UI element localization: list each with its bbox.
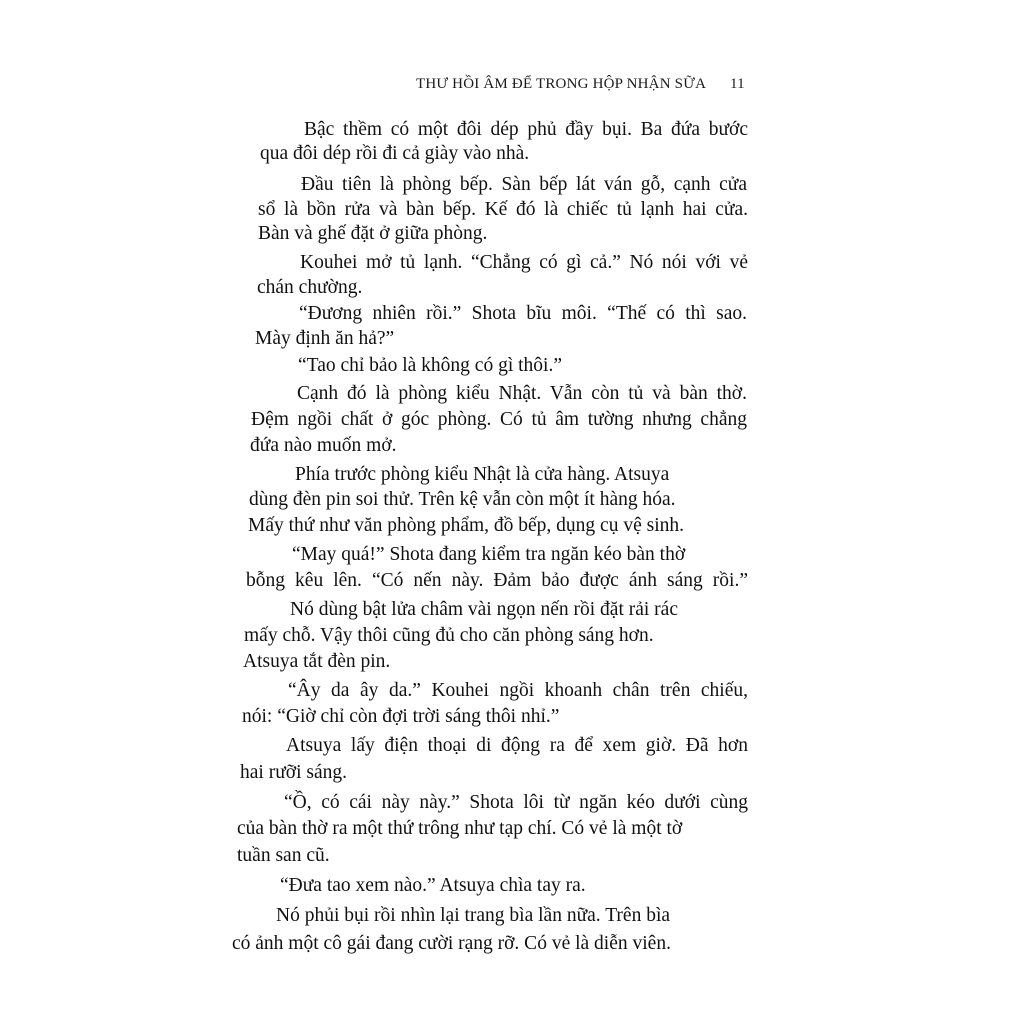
text-line: bỗng kêu lên. “Có nến này. Đảm bảo được ánh sáng rồi.” <box>246 570 748 591</box>
text-line: chán chường. <box>257 277 363 298</box>
text-line: qua đôi dép rồi đi cả giày vào nhà. <box>260 143 530 164</box>
text-line: “Ồ, có cái này này.” Shota lôi từ ngăn kéo dưới cùng <box>284 792 748 813</box>
text-line: Kouhei mở tủ lạnh. “Chẳng có gì cả.” Nó nói với vẻ <box>300 252 748 273</box>
text-line: Atsuya lấy điện thoại di động ra để xem giờ. Đã hơn <box>286 735 748 756</box>
text-line: Mày định ăn hả?” <box>255 328 395 349</box>
text-line: “Tao chỉ bảo là không có gì thôi.” <box>298 355 562 376</box>
text-line: “Đương nhiên rồi.” Shota bĩu môi. “Thế có thì sao. <box>299 303 747 324</box>
page-number: 11 <box>730 76 745 92</box>
text-line: sổ là bồn rửa và bàn bếp. Kế đó là chiếc tủ lạnh hai cửa. <box>258 199 748 220</box>
text-line: Nó dùng bật lửa châm vài ngọn nến rồi đặt rải rác <box>290 599 678 620</box>
text-line: Phía trước phòng kiểu Nhật là cửa hàng. Atsuya <box>295 464 670 485</box>
text-line: “May quá!” Shota đang kiểm tra ngăn kéo bàn thờ <box>292 544 686 565</box>
text-line: Đệm ngồi chất ở góc phòng. Có tủ âm tường nhưng chẳng <box>251 409 747 430</box>
text-line: có ảnh một cô gái đang cười rạng rỡ. Có vẻ là diễn viên. <box>232 933 671 954</box>
text-line: Bàn và ghế đặt ở giữa phòng. <box>258 223 488 244</box>
text-line: “Ây da ây da.” Kouhei ngồi khoanh chân trên chiếu, <box>288 680 748 701</box>
text-line: Cạnh đó là phòng kiểu Nhật. Vẫn còn tủ và bàn thờ. <box>297 383 747 404</box>
text-line: nói: “Giờ chỉ còn đợi trời sáng thôi nhỉ.” <box>242 706 560 727</box>
text-line: hai rưỡi sáng. <box>240 762 347 783</box>
text-line: Nó phủi bụi rồi nhìn lại trang bìa lần nữa. Trên bìa <box>276 905 671 926</box>
text-line: Đầu tiên là phòng bếp. Sàn bếp lát ván gỗ, cạnh cửa <box>301 174 747 195</box>
text-line: Bậc thềm có một đôi dép phủ đầy bụi. Ba đứa bước <box>304 119 748 140</box>
text-line: “Đưa tao xem nào.” Atsuya chìa tay ra. <box>280 875 586 896</box>
text-line: mấy chỗ. Vậy thôi cũng đủ cho căn phòng sáng hơn. <box>244 625 654 646</box>
text-line: Atsuya tắt đèn pin. <box>243 651 391 672</box>
running-head-title: THƯ HỒI ÂM ĐỂ TRONG HỘP NHẬN SỮA <box>416 76 707 92</box>
text-line: Mấy thứ như văn phòng phẩm, đồ bếp, dụng cụ vệ sinh. <box>248 515 684 536</box>
text-line: của bàn thờ ra một thứ trông như tạp chí. Có vẻ là một tờ <box>237 818 683 839</box>
text-line: đứa nào muốn mở. <box>250 435 397 456</box>
text-line: tuần san cũ. <box>237 845 330 866</box>
running-head <box>416 76 746 98</box>
text-line: dùng đèn pin soi thử. Trên kệ vẫn còn một ít hàng hóa. <box>249 489 676 510</box>
